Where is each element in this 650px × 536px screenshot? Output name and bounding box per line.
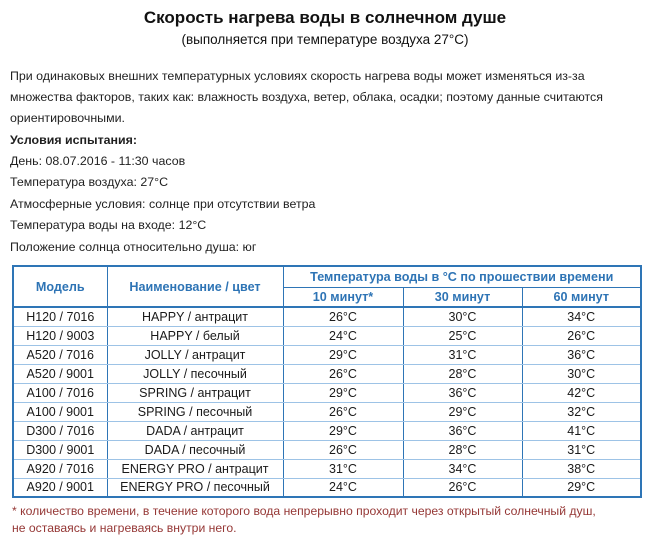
name-cell: SPRING / песочный — [107, 402, 283, 421]
model-cell: A520 / 9001 — [13, 364, 107, 383]
table-row — [13, 478, 641, 497]
table-row — [13, 345, 641, 364]
temp-30-cell: 34°C — [403, 459, 522, 478]
model-cell: A100 / 9001 — [13, 402, 107, 421]
temp-60-cell: 26°C — [522, 326, 641, 345]
model-cell: A100 / 7016 — [13, 383, 107, 402]
model-cell: A920 / 9001 — [13, 478, 107, 497]
model-cell: A520 / 7016 — [13, 345, 107, 364]
name-cell: SPRING / антрацит — [107, 383, 283, 402]
temp-60-cell: 31°C — [522, 440, 641, 459]
condition-day: День: 08.07.2016 - 11:30 часов — [10, 154, 186, 168]
name-cell: DADA / песочный — [107, 440, 283, 459]
table-row — [13, 459, 641, 478]
header-temperature-group: Температура воды в °C по прошествии времени — [283, 266, 641, 287]
condition-atmosphere: Атмосферные условия: солнце при отсутствии ветра — [10, 196, 316, 211]
table-row — [13, 307, 641, 326]
model-cell: A920 / 7016 — [13, 459, 107, 478]
temp-10-cell: 29°C — [283, 383, 403, 402]
condition-air-temperature: Температура воздуха: 27°C — [10, 175, 169, 190]
name-cell: JOLLY / песочный — [107, 364, 283, 383]
header-30-minutes: 30 минут — [403, 287, 522, 307]
page-title: Скорость нагрева воды в солнечном душе — [143, 8, 507, 27]
header-model: Модель — [13, 266, 107, 307]
temp-30-cell: 31°C — [403, 345, 522, 364]
temp-60-cell: 29°C — [522, 478, 641, 497]
condition-sun-position: Положение солнца относительно душа: юг — [10, 239, 257, 254]
condition-inlet-water-temperature: Температура воды на входе: 12°C — [10, 218, 207, 233]
model-cell: D300 / 9001 — [13, 440, 107, 459]
name-cell: ENERGY PRO / антрацит — [107, 459, 283, 478]
name-cell: JOLLY / антрацит — [107, 345, 283, 364]
model-cell: D300 / 7016 — [13, 421, 107, 440]
temp-60-cell: 30°C — [522, 364, 641, 383]
table-header-row-top — [13, 266, 641, 287]
footnote-line-2: не оставаясь и нагреваясь внутри него. — [12, 520, 237, 535]
page-subtitle: (выполняется при температуре воздуха 27°C) — [181, 32, 469, 47]
temp-30-cell: 26°C — [403, 478, 522, 497]
table-row — [13, 402, 641, 421]
temp-30-cell: 36°C — [403, 383, 522, 402]
temp-60-cell: 38°C — [522, 459, 641, 478]
footnote — [12, 503, 640, 536]
temp-10-cell: 26°C — [283, 364, 403, 383]
header-10-minutes: 10 минут* — [283, 287, 403, 307]
table-row — [13, 326, 641, 345]
temp-10-cell: 26°C — [283, 402, 403, 421]
temp-60-cell: 36°C — [522, 345, 641, 364]
temp-10-cell: 26°C — [283, 440, 403, 459]
temp-30-cell: 30°C — [403, 307, 522, 326]
temp-10-cell: 24°C — [283, 478, 403, 497]
temp-10-cell: 29°C — [283, 345, 403, 364]
temp-10-cell: 31°C — [283, 459, 403, 478]
table-row — [13, 364, 641, 383]
temp-10-cell: 29°C — [283, 421, 403, 440]
intro-section — [10, 66, 640, 258]
model-cell: H120 / 7016 — [13, 307, 107, 326]
table-row — [13, 440, 641, 459]
temp-60-cell: 41°C — [522, 421, 641, 440]
name-cell: HAPPY / антрацит — [107, 307, 283, 326]
temp-60-cell: 42°C — [522, 383, 641, 402]
results-table — [12, 265, 642, 498]
temp-30-cell: 28°C — [403, 440, 522, 459]
temp-30-cell: 36°C — [403, 421, 522, 440]
temp-30-cell: 29°C — [403, 402, 522, 421]
header-60-minutes: 60 минут — [522, 287, 641, 307]
conditions-heading: Условия испытания: — [10, 133, 137, 147]
name-cell: HAPPY / белый — [107, 326, 283, 345]
temp-60-cell: 34°C — [522, 307, 641, 326]
name-cell: DADA / антрацит — [107, 421, 283, 440]
temp-30-cell: 28°C — [403, 364, 522, 383]
temp-30-cell: 25°C — [403, 326, 522, 345]
temp-60-cell: 32°C — [522, 402, 641, 421]
name-cell: ENERGY PRO / песочный — [107, 478, 283, 497]
footnote-line-1: * количество времени, в течение которого вода непрерывно проходит через открытый солнечный душ, — [12, 504, 596, 519]
table-row — [13, 383, 641, 402]
model-cell: H120 / 9003 — [13, 326, 107, 345]
temp-10-cell: 24°C — [283, 326, 403, 345]
intro-paragraph: При одинаковых внешних температурных условиях скорость нагрева воды может изменяться из-за множества факторов, таких как: влажность воздуха, ветер, облака, осадки; поэтому данные считаются ориентировочными. — [10, 69, 603, 125]
header-name-color: Наименование / цвет — [107, 266, 283, 307]
temp-10-cell: 26°C — [283, 307, 403, 326]
table-row — [13, 421, 641, 440]
